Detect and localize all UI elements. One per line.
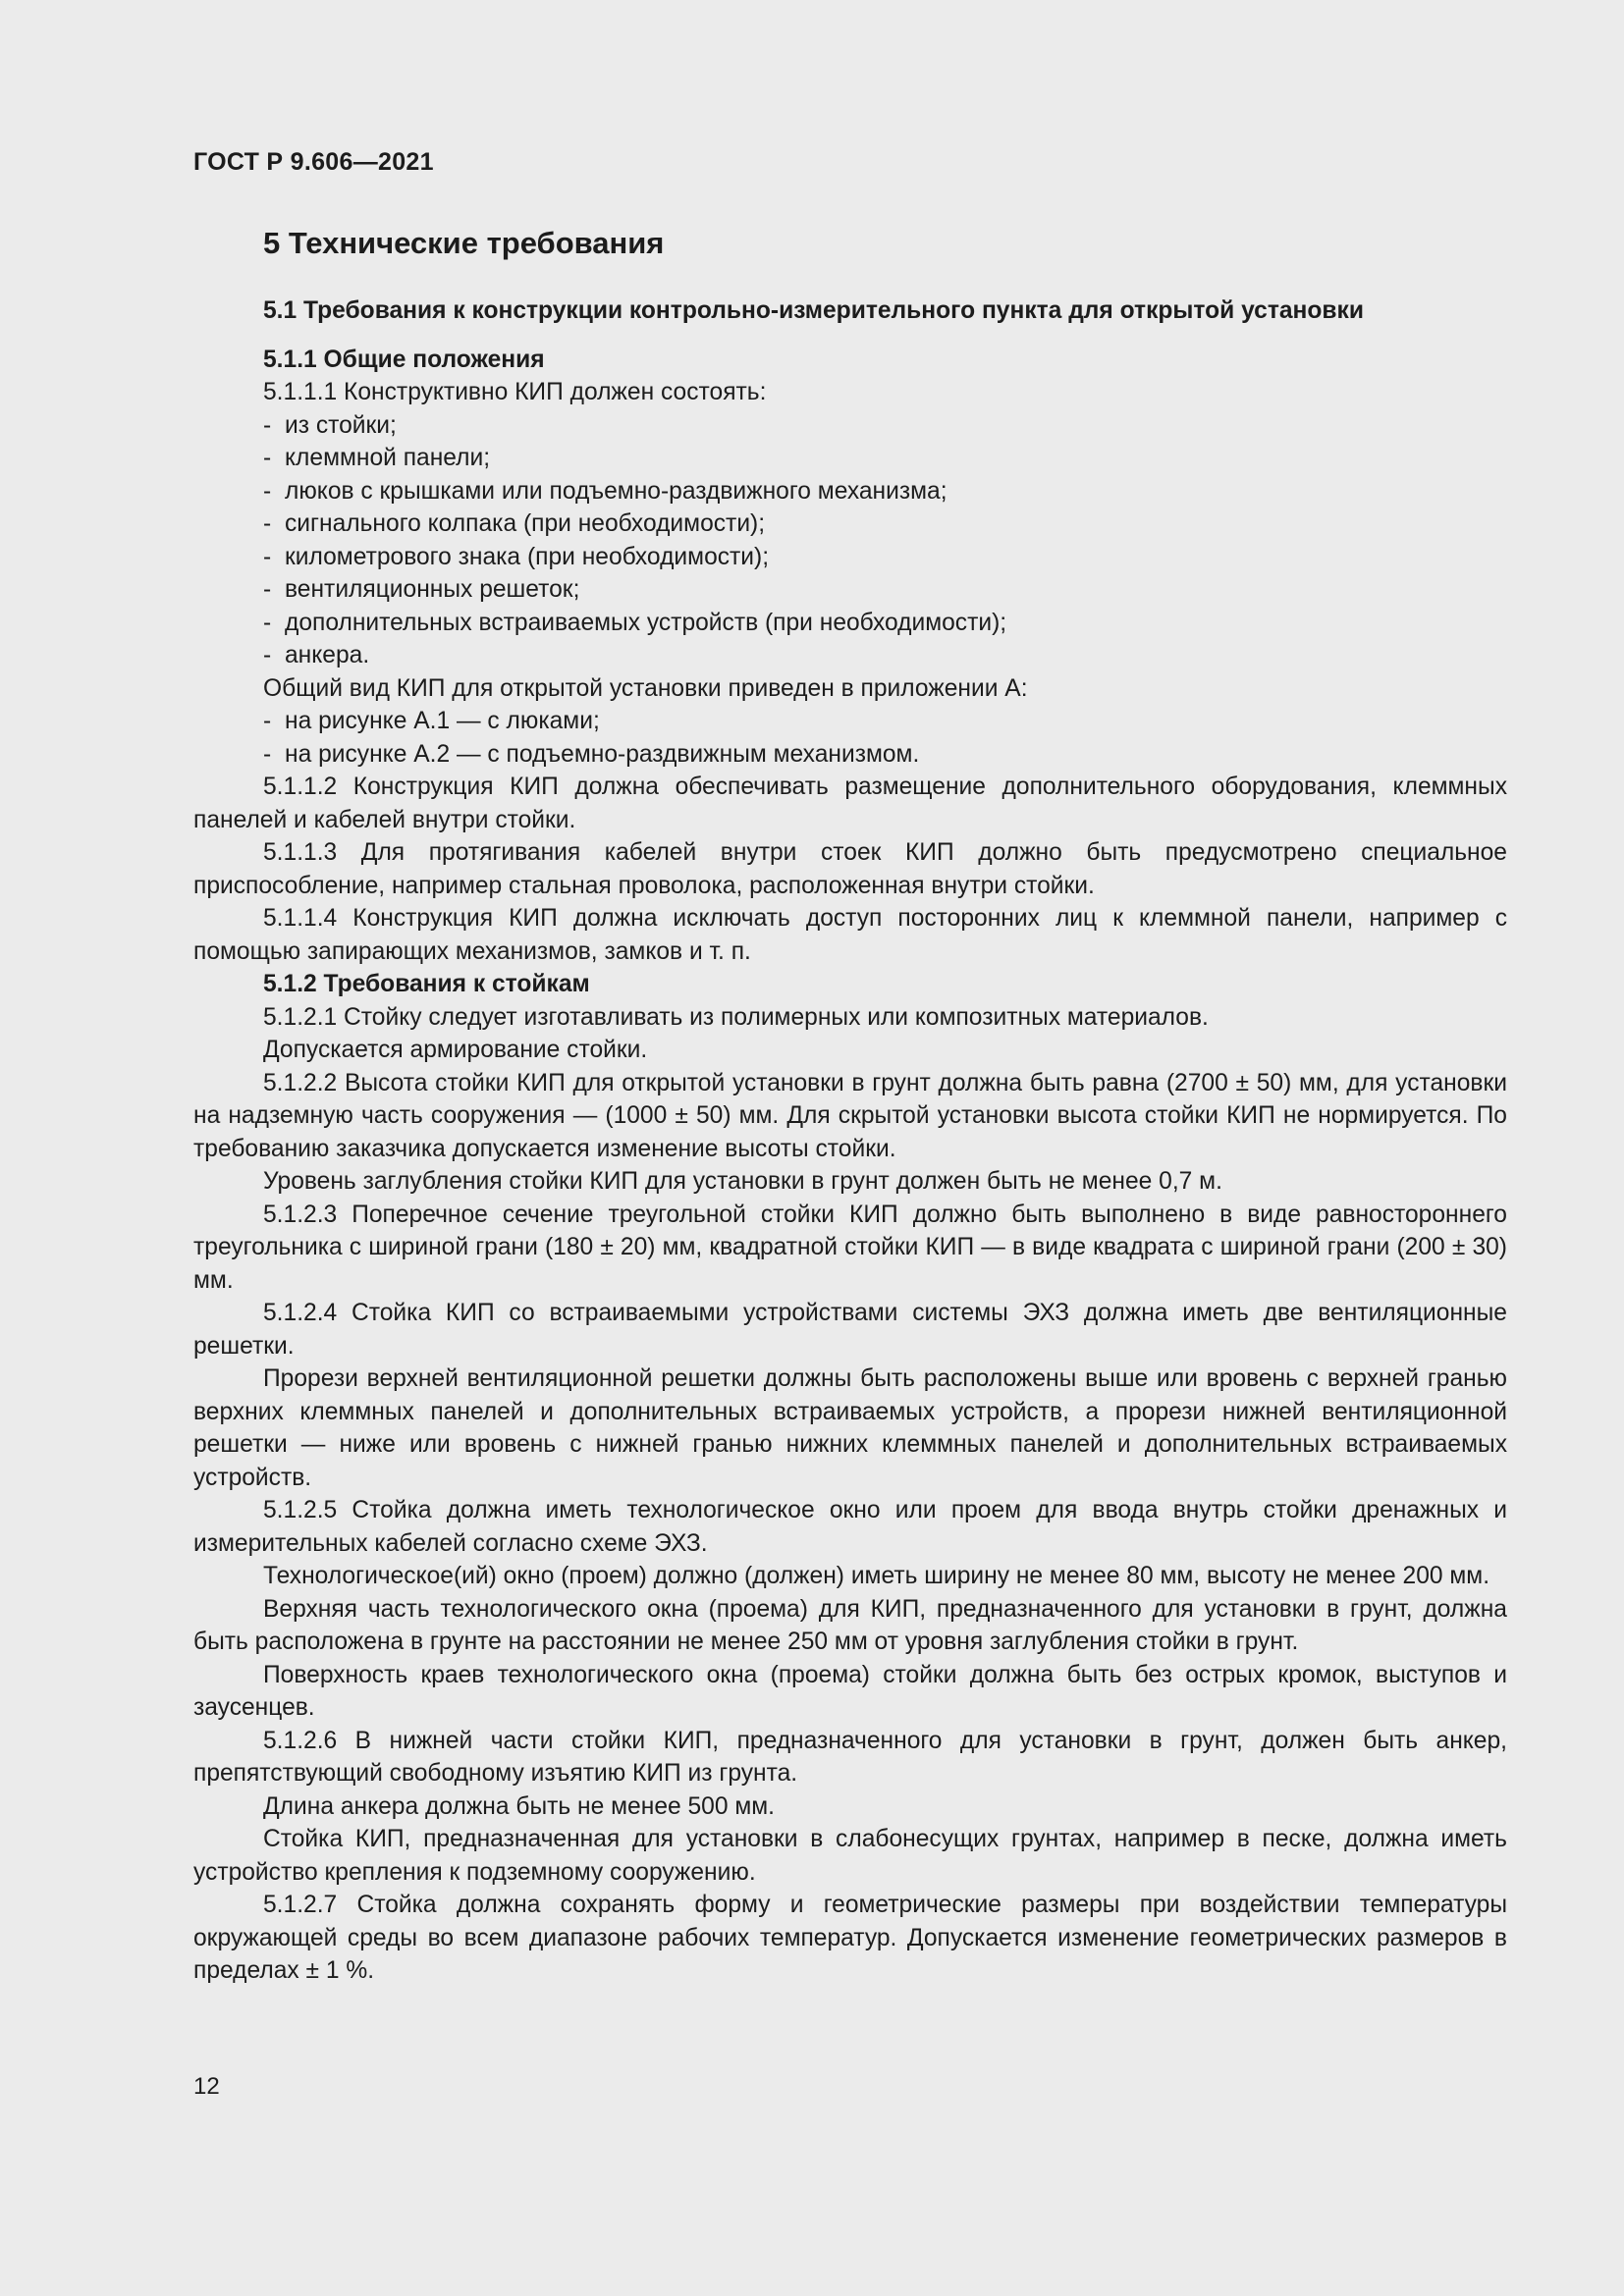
general-view-paragraph: Общий вид КИП для открытой установки приведен в приложении А: — [263, 674, 1028, 702]
list-item: - клеммной панели; — [263, 445, 491, 471]
clause-5125-position: Верхняя часть технологического окна (проема) для КИП, предназначенного для установки в грунт, должна быть расположена в грунте на расстоянии не менее 250 мм от уровня заглубления стойки в грунт. — [193, 1595, 1507, 1655]
list-item: - на рисунке А.1 — с люками; — [263, 708, 600, 734]
clause-5126-length: Длина анкера должна быть не менее 500 мм. — [263, 1792, 776, 1820]
clause-5124-slots: Прорези верхней вентиляционной решетки должны быть расположены выше или вровень с верхней гранью верхних клеммных панелей и дополнительных встраиваемых устройств, а прорези нижней вентиляционной решетки — ниже или вровень с нижней гранью нижних клеммных панелей и дополнительных встраиваемых устройств. — [193, 1365, 1507, 1491]
clause-5112: 5.1.1.2 Конструкция КИП должна обеспечивать размещение дополнительного оборудования, клеммных панелей и кабелей внутри стойки. — [193, 774, 1507, 833]
clause-5122: 5.1.2.2 Высота стойки КИП для открытой установки в грунт должна быть равна (2700 ± 50) мм, для установки на надземную часть сооружения — (1000 ± 50) мм. Для скрытой установки высота стойки КИП не нормируется. По требованию заказчика допускается изменение высоты стойки. — [193, 1069, 1507, 1162]
clause-5125: 5.1.2.5 Стойка должна иметь технологическое окно или проем для ввода внутрь стойки дренажных и измерительных кабелей согласно схеме ЭХЗ. — [193, 1497, 1507, 1557]
clause-5113: 5.1.1.3 Для протягивания кабелей внутри стоек КИП должно быть предусмотрено специальное приспособление, например стальная проволока, расположенная внутри стойки. — [193, 839, 1507, 899]
list-item: - километрового знака (при необходимости); — [263, 543, 770, 570]
list-item: - на рисунке А.2 — с подъемно-раздвижным механизмом. — [263, 740, 920, 768]
clause-5121-note: Допускается армирование стойки. — [263, 1037, 648, 1063]
page-number: 12 — [193, 2073, 220, 2100]
list-item: - анкера. — [263, 642, 370, 668]
section-title: 5 Технические требования — [263, 226, 665, 260]
clause-5114: 5.1.1.4 Конструкция КИП должна исключать доступ посторонних лиц к клеммной панели, например с помощью запирающих механизмов, замков и т. п. — [193, 905, 1507, 965]
subsection-title: 5.1 Требования к конструкции контрольно-измерительного пункта для открытой установки — [263, 297, 1364, 324]
list-item: - дополнительных встраиваемых устройств (при необходимости); — [263, 609, 1007, 636]
clause-5124: 5.1.2.4 Стойка КИП со встраиваемыми устройствами системы ЭХЗ должна иметь две вентиляционные решетки. — [193, 1300, 1507, 1360]
list-item: - вентиляционных решеток; — [263, 576, 580, 603]
list-item: - сигнального колпака (при необходимости); — [263, 510, 766, 537]
clause-5125-size: Технологическое(ий) окно (проем) должно (должен) иметь ширину не менее 80 мм, высоту не менее 200 мм. — [263, 1563, 1490, 1589]
clause-5125-edges: Поверхность краев технологического окна (проема) стойки должна быть без острых кромок, выступов и заусенцев. — [193, 1661, 1507, 1721]
list-item: - люков с крышками или подъемно-раздвижного механизма; — [263, 477, 947, 505]
list-item: - из стойки; — [263, 411, 397, 439]
document-code-header: ГОСТ Р 9.606—2021 — [193, 148, 434, 176]
clause-5121: 5.1.2.1 Стойку следует изготавливать из полимерных или композитных материалов. — [263, 1003, 1209, 1031]
clause-heading-511: 5.1.1 Общие положения — [263, 346, 545, 373]
clause-5127: 5.1.2.7 Стойка должна сохранять форму и геометрические размеры при воздействии температуры окружающей среды во всем диапазоне рабочих температур. Допускается изменение геометрических размеров в пределах ± 1 %. — [193, 1892, 1507, 1984]
clause-5123: 5.1.2.3 Поперечное сечение треугольной стойки КИП должно быть выполнено в виде равностороннего треугольника с шириной грани (180 ± 20) мм, квадратной стойки КИП — в виде квадрата с шириной грани (200 ± 30) мм. — [193, 1201, 1507, 1294]
clause-5122-depth: Уровень заглубления стойки КИП для установки в грунт должен быть не менее 0,7 м. — [263, 1168, 1222, 1195]
clause-5126: 5.1.2.6 В нижней части стойки КИП, предназначенного для установки в грунт, должен быть анкер, препятствующий свободному изъятию КИП из грунта. — [193, 1727, 1507, 1787]
clause-5111: 5.1.1.1 Конструктивно КИП должен состоять: — [263, 379, 767, 405]
document-body — [193, 226, 1507, 1988]
clause-heading-512: 5.1.2 Требования к стойкам — [263, 971, 590, 997]
clause-5126-soil: Стойка КИП, предназначенная для установки в слабонесущих грунтах, например в песке, должна иметь устройство крепления к подземному сооружению. — [193, 1826, 1507, 1886]
